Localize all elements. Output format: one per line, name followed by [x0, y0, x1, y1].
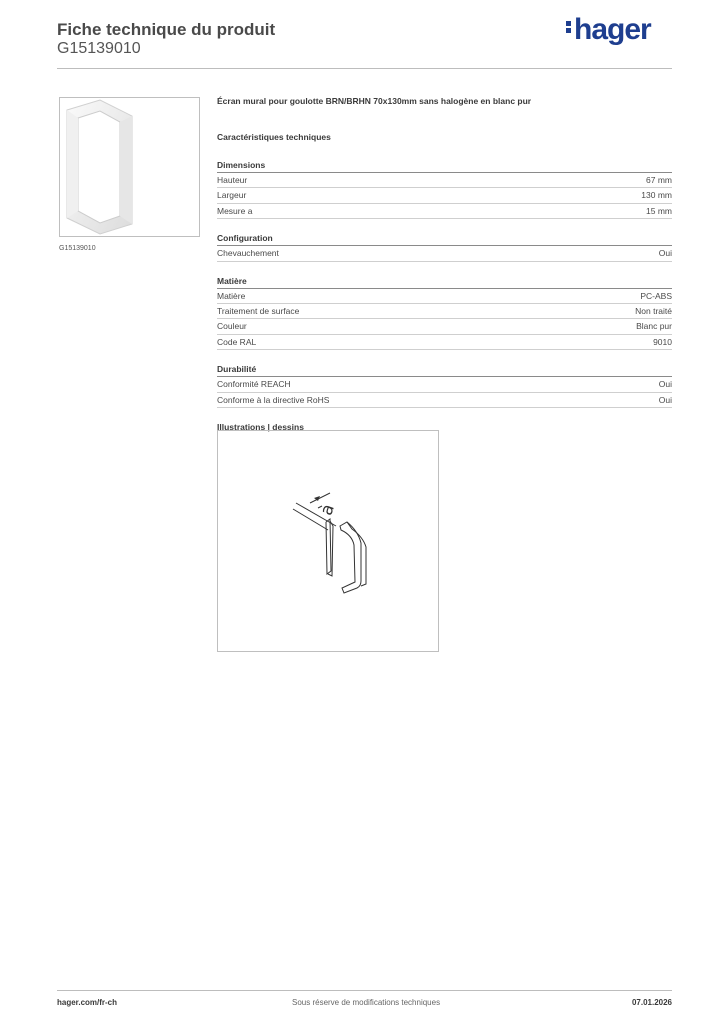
technical-drawing — [217, 430, 439, 652]
spec-label: Hauteur — [217, 175, 248, 185]
spec-value: Oui — [658, 394, 672, 405]
spec-group-configuration — [217, 233, 672, 261]
spec-value: 67 mm — [646, 175, 672, 185]
specs-title: Caractéristiques techniques — [217, 132, 331, 142]
spec-group-title: Matière — [217, 276, 672, 289]
spec-label: Code RAL — [217, 336, 257, 347]
spec-value: Oui — [658, 248, 672, 259]
footer-date: 07.01.2026 — [631, 998, 672, 1007]
spec-group-title: Configuration — [217, 233, 672, 246]
logo-dots-icon — [566, 19, 572, 35]
spec-value: 15 mm — [646, 205, 672, 216]
footer-divider — [57, 990, 672, 991]
illustrations-title: Illustrations | dessins — [217, 421, 304, 432]
header-divider — [57, 68, 672, 69]
logo-text: hager — [574, 13, 651, 46]
spec-group-title: Dimensions — [217, 160, 672, 173]
spec-group-title: Durabilité — [217, 364, 672, 377]
dimension-label: a — [316, 501, 339, 519]
spec-group-material — [217, 276, 672, 351]
spec-label: Conformité REACH — [217, 379, 291, 390]
spec-value: 9010 — [653, 336, 672, 347]
spec-value: Non traité — [635, 305, 672, 316]
spec-row — [217, 319, 672, 334]
spec-group-durability — [217, 364, 672, 408]
product-description: Écran mural pour goulotte BRN/BRHN 70x130mm sans halogène en blanc pur — [217, 96, 532, 106]
spec-row — [217, 304, 672, 319]
spec-label: Couleur — [217, 321, 247, 332]
spec-value: Oui — [658, 379, 672, 390]
spec-label: Largeur — [217, 190, 247, 201]
spec-row — [217, 173, 672, 188]
spec-row — [217, 188, 672, 203]
spec-value: Blanc pur — [636, 321, 672, 332]
spec-row — [217, 246, 672, 261]
spec-label: Matière — [217, 290, 246, 301]
product-image-caption: G15139010 — [59, 245, 96, 252]
wall-plate-icon — [60, 98, 199, 236]
spec-row — [217, 377, 672, 392]
spec-row — [217, 335, 672, 350]
spec-row — [217, 289, 672, 304]
spec-label: Chevauchement — [217, 248, 279, 259]
hager-logo — [566, 13, 651, 47]
spec-row — [217, 204, 672, 219]
spec-content — [217, 96, 672, 432]
spec-label: Conforme à la directive RoHS — [217, 394, 330, 405]
spec-label: Mesure a — [217, 205, 253, 216]
spec-value: 130 mm — [641, 190, 672, 201]
spec-row — [217, 393, 672, 408]
page-title: Fiche technique du produit — [57, 20, 276, 39]
spec-value: PC-ABS — [640, 290, 672, 301]
spec-label: Traitement de surface — [217, 305, 300, 316]
footer-website-link[interactable]: hager.com/fr-ch — [57, 998, 118, 1007]
product-image — [59, 97, 200, 237]
dimension-drawing-icon — [218, 431, 438, 651]
product-code: G15139010 — [57, 40, 141, 57]
footer-disclaimer: Sous réserve de modifications techniques — [292, 998, 441, 1007]
spec-group-dimensions — [217, 160, 672, 219]
